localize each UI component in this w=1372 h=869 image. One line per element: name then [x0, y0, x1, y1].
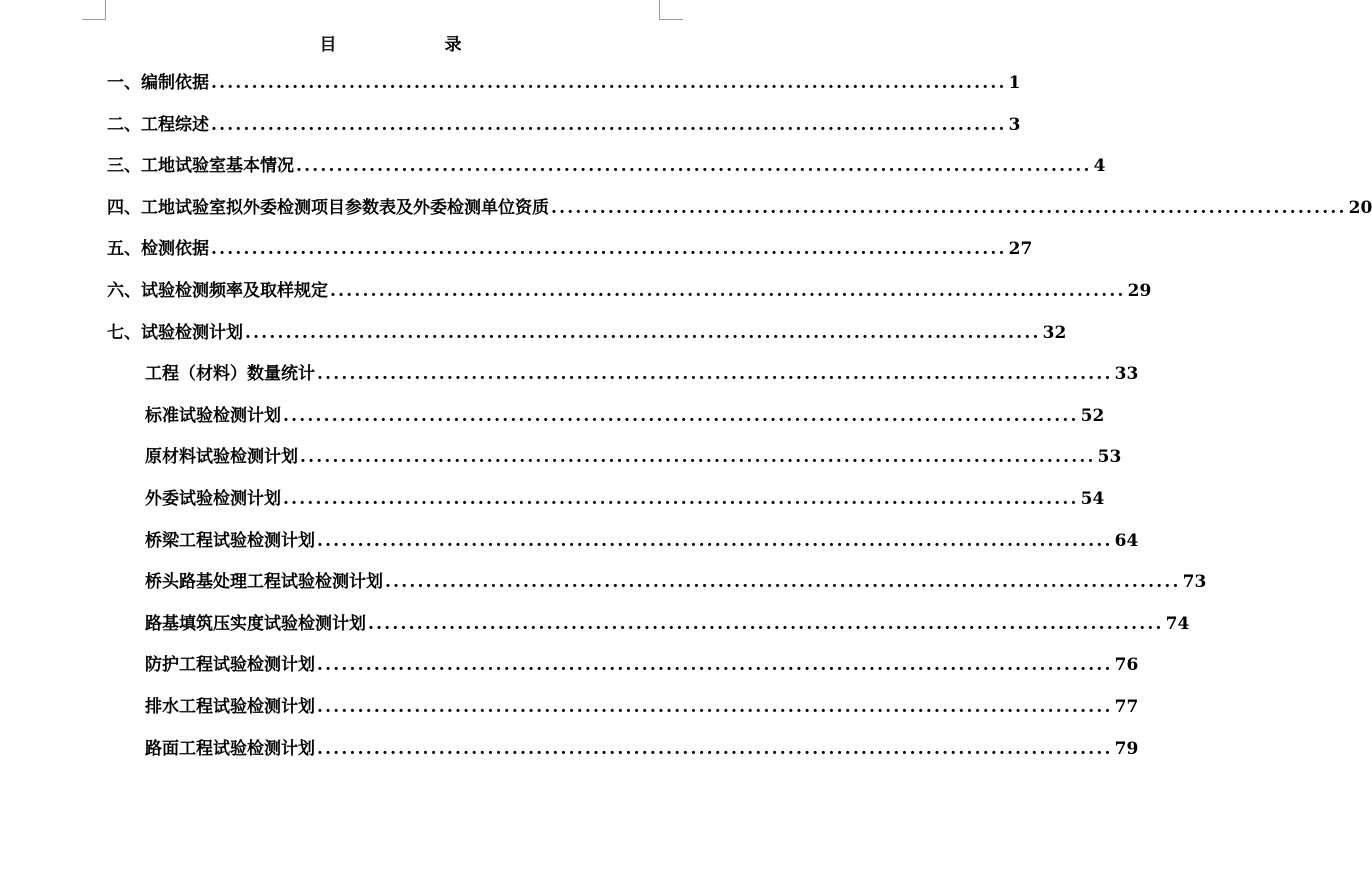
toc-entry-label: 三、工地试验室基本情况 — [107, 156, 294, 176]
toc-entry-page: 74 — [1165, 614, 1190, 634]
toc-entry[interactable] — [107, 154, 1106, 178]
toc-entry-label: 五、检测依据 — [107, 239, 209, 259]
toc-dot-leader: .................................................................................................. — [385, 572, 1181, 592]
toc-subentry[interactable] — [145, 570, 1207, 594]
toc-subentry[interactable] — [145, 404, 1105, 428]
toc-dot-leader: .................................................................................................. — [300, 447, 1096, 467]
toc-entry-page: 3 — [1008, 115, 1021, 135]
toc-entry-label: 原材料试验检测计划 — [145, 447, 298, 467]
toc-entry-label: 外委试验检测计划 — [145, 489, 281, 509]
toc-entry-label: 工程（材料）数量统计 — [145, 364, 315, 384]
toc-dot-leader: .................................................................................................. — [283, 406, 1079, 426]
toc-entry-page: 73 — [1182, 572, 1207, 592]
toc-entry-page: 53 — [1097, 447, 1122, 467]
toc-entry-label: 一、编制依据 — [107, 73, 209, 93]
toc-entry-page: 33 — [1114, 364, 1139, 384]
toc-dot-leader: .................................................................................................. — [330, 281, 1126, 301]
toc-dot-leader: .................................................................................................. — [317, 739, 1113, 759]
toc-entry-label: 标准试验检测计划 — [145, 406, 281, 426]
toc-entry-label: 路基填筑压实度试验检测计划 — [145, 614, 366, 634]
toc-entry-label: 二、工程综述 — [107, 115, 209, 135]
toc-title-char-1: 目 — [319, 35, 337, 55]
toc-entry[interactable] — [107, 279, 1152, 303]
toc-entry-label: 六、试验检测频率及取样规定 — [107, 281, 328, 301]
toc-title — [0, 30, 781, 55]
toc-entry-label: 四、工地试验室拟外委检测项目参数表及外委检测单位资质 — [107, 198, 549, 218]
margin-corner-mark-top-right — [659, 0, 660, 19]
margin-corner-mark-top-left — [105, 0, 106, 19]
toc-entry-label: 路面工程试验检测计划 — [145, 739, 315, 759]
toc-subentry[interactable] — [145, 362, 1139, 386]
toc-dot-leader: .................................................................................................. — [317, 364, 1113, 384]
toc-subentry[interactable] — [145, 487, 1105, 511]
toc-dot-leader: .................................................................................................. — [368, 614, 1164, 634]
toc-dot-leader: .................................................................................................. — [317, 697, 1113, 717]
toc-entry-label: 七、试验检测计划 — [107, 323, 243, 343]
toc-dot-leader: .................................................................................................. — [317, 531, 1113, 551]
toc-subentry[interactable] — [145, 529, 1139, 553]
toc-subentry[interactable] — [145, 445, 1122, 469]
toc-dot-leader: .................................................................................................. — [283, 489, 1079, 509]
toc-entry-page: 64 — [1114, 531, 1139, 551]
toc-dot-leader: .................................................................................................. — [296, 156, 1092, 176]
margin-corner-mark-top-right — [659, 19, 683, 20]
toc-entry-label: 排水工程试验检测计划 — [145, 697, 315, 717]
toc-entry-page: 54 — [1080, 489, 1105, 509]
toc-dot-leader: .................................................................................................. — [245, 323, 1041, 343]
toc-entry-label: 防护工程试验检测计划 — [145, 655, 315, 675]
toc-dot-leader: .................................................................................................. — [211, 115, 1007, 135]
toc-entry-page: 32 — [1042, 323, 1067, 343]
toc-entry[interactable] — [107, 196, 1372, 220]
toc-entry-page: 4 — [1093, 156, 1106, 176]
toc-dot-leader: .................................................................................................. — [317, 655, 1113, 675]
toc-dot-leader: .................................................................................................. — [211, 239, 1007, 259]
toc-entry-page: 52 — [1080, 406, 1105, 426]
toc-dot-leader: .................................................................................................. — [211, 73, 1007, 93]
toc-entry[interactable] — [107, 113, 1021, 137]
toc-entry-page: 79 — [1114, 739, 1139, 759]
toc-subentry[interactable] — [145, 695, 1139, 719]
toc-entry-page: 29 — [1127, 281, 1152, 301]
toc-title-char-2: 录 — [444, 35, 462, 55]
toc-entry-label: 桥梁工程试验检测计划 — [145, 531, 315, 551]
toc-entry[interactable] — [107, 71, 1021, 95]
toc-entry[interactable] — [107, 237, 1033, 261]
toc-entry-label: 桥头路基处理工程试验检测计划 — [145, 572, 383, 592]
toc-subentry[interactable] — [145, 653, 1139, 677]
toc-subentry[interactable] — [145, 737, 1139, 761]
toc-dot-leader: .................................................................................................. — [551, 198, 1347, 218]
toc-entry-page: 1 — [1008, 73, 1021, 93]
toc-subentry[interactable] — [145, 612, 1190, 636]
toc-entry-page: 20 — [1348, 198, 1372, 218]
toc-entry-page: 27 — [1008, 239, 1033, 259]
toc-entry-page: 76 — [1114, 655, 1139, 675]
margin-corner-mark-top-left — [82, 19, 106, 20]
toc-entry-page: 77 — [1114, 697, 1139, 717]
toc-entry[interactable] — [107, 321, 1067, 345]
